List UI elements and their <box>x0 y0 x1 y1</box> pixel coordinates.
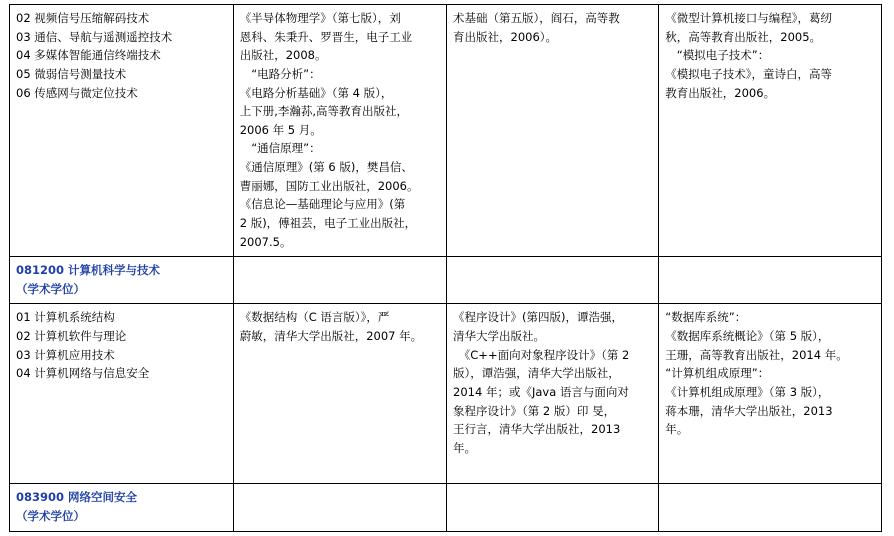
list-item: 06 传感网与微定位技术 <box>16 85 138 100</box>
text-line: 2014 年；或《Java 语言与面向对 <box>453 384 629 399</box>
text-line: “通信原理”： <box>239 141 321 156</box>
list-item: 04 计算机网络与信息安全 <box>16 366 150 381</box>
text-line: 2006 年 5 月。 <box>239 122 322 137</box>
list-item: 02 视频信号压缩解码技术 <box>16 11 150 25</box>
table-row <box>10 304 882 484</box>
major-code-and-name: 081200 计算机科学与技术 <box>16 263 161 278</box>
text-line: 版），谭浩强，清华大学出版社， <box>453 366 620 381</box>
major-degree-type: （学术学位） <box>16 281 85 296</box>
text-line: 《通信原理》(第 6 版)，樊昌信、 <box>239 160 413 174</box>
list-item: 05 微弱信号测量技术 <box>16 66 127 81</box>
list-item: 03 通信、导航与遥测遥控技术 <box>16 29 173 44</box>
text-line: 2 版)，傅祖芸，电子工业出版社， <box>239 215 417 230</box>
table-row-major-header <box>10 257 882 304</box>
list-item: 03 计算机应用技术 <box>16 347 115 362</box>
research-directions-list <box>16 308 227 383</box>
empty-cell-2 <box>233 484 446 531</box>
text-line: 王珊，高等教育出版社，2014 年。 <box>665 347 848 362</box>
table-row <box>10 5 882 257</box>
text-line: 清华大学出版社。 <box>453 329 546 343</box>
empty-cell-4 <box>659 484 882 531</box>
research-directions-list <box>16 9 227 102</box>
text-line: 《数据结构（C 语言版）》，严 <box>239 310 390 325</box>
list-item: 02 计算机软件与理论 <box>16 329 127 343</box>
text-line: 王行言，清华大学出版社，2013 <box>453 422 621 437</box>
text-line: 上下册,李瀚荪,高等教育出版社， <box>239 104 409 119</box>
text-line: 秋，高等教育出版社，2005。 <box>665 29 822 44</box>
major-title-cell <box>10 257 234 304</box>
text-line: 教育出版社，2006。 <box>665 85 776 100</box>
reference-books-cell-2 <box>233 304 446 484</box>
reference-books-cell-2 <box>233 5 446 257</box>
text-line: 蒋本珊，清华大学出版社，2013 <box>665 403 833 418</box>
reference-books-text <box>665 9 875 102</box>
reference-books-cell-3 <box>447 5 659 257</box>
text-line: 2007.5。 <box>239 234 292 249</box>
empty-cell-4 <box>659 257 882 304</box>
admission-reference-table <box>9 4 882 532</box>
text-line: 年。 <box>665 422 689 437</box>
reference-books-text <box>240 308 440 345</box>
text-line: 《信息论—基础理论与应用》(第 <box>239 197 406 212</box>
major-title <box>16 261 227 298</box>
text-line: 《C++面向对象程序设计》（第 2 <box>453 347 630 362</box>
reference-books-cell-4 <box>659 304 882 484</box>
text-line: 术基础（第五版），阎石，高等教 <box>453 11 620 25</box>
empty-cell-2 <box>233 257 446 304</box>
empty-cell-3 <box>447 257 659 304</box>
text-line: “数据库系统”： <box>665 310 747 325</box>
text-line: “电路分析”： <box>239 66 321 81</box>
text-line: 出版社，2008。 <box>239 48 327 63</box>
text-line: 恩科、朱秉升、罗晋生，电子工业 <box>239 29 413 44</box>
text-line: 《电路分析基础》（第 4 版）， <box>239 85 393 100</box>
list-item: 04 多媒体智能通信终端技术 <box>16 48 161 63</box>
text-line: 《程序设计》(第四版)，谭浩强， <box>453 310 624 325</box>
major-degree-type: （学术学位） <box>16 509 85 523</box>
text-line: 曹丽娜，国防工业出版社，2006。 <box>239 178 419 193</box>
text-line: 《微型计算机接口与编程》，葛纫 <box>665 11 833 25</box>
major-code-and-name: 083900 网络空间安全 <box>16 490 138 505</box>
text-line: “模拟电子技术”： <box>665 48 770 63</box>
major-title <box>16 488 227 525</box>
text-line: 《计算机组成原理》（第 3 版）， <box>665 384 830 399</box>
reference-books-cell-3 <box>447 304 659 484</box>
text-line: 蔚敏，清华大学出版社，2007 年。 <box>239 329 423 343</box>
directions-list-cell-1 <box>10 5 234 257</box>
text-line: 象程序设计》（第 2 版）印 旻， <box>453 403 616 418</box>
table-body <box>10 5 882 532</box>
empty-cell-3 <box>447 484 659 531</box>
text-line: 《数据库系统概论》（第 5 版）， <box>665 329 830 343</box>
reference-books-text <box>453 308 652 457</box>
table-row-major-header <box>10 484 882 531</box>
text-line: 育出版社，2006）。 <box>453 29 558 44</box>
text-line: 年。 <box>453 440 477 455</box>
major-title-cell <box>10 484 234 531</box>
text-line: 《半导体物理学》（第七版），刘 <box>239 11 401 25</box>
text-line: “计算机组成原理”： <box>665 366 770 381</box>
list-item: 01 计算机系统结构 <box>16 310 115 325</box>
reference-books-cell-4 <box>659 5 882 257</box>
reference-books-text <box>453 9 652 46</box>
text-line: 《模拟电子技术》，童诗白，高等 <box>665 66 833 81</box>
reference-books-text <box>240 9 440 251</box>
reference-books-text <box>665 308 875 438</box>
directions-list-cell-1 <box>10 304 234 484</box>
